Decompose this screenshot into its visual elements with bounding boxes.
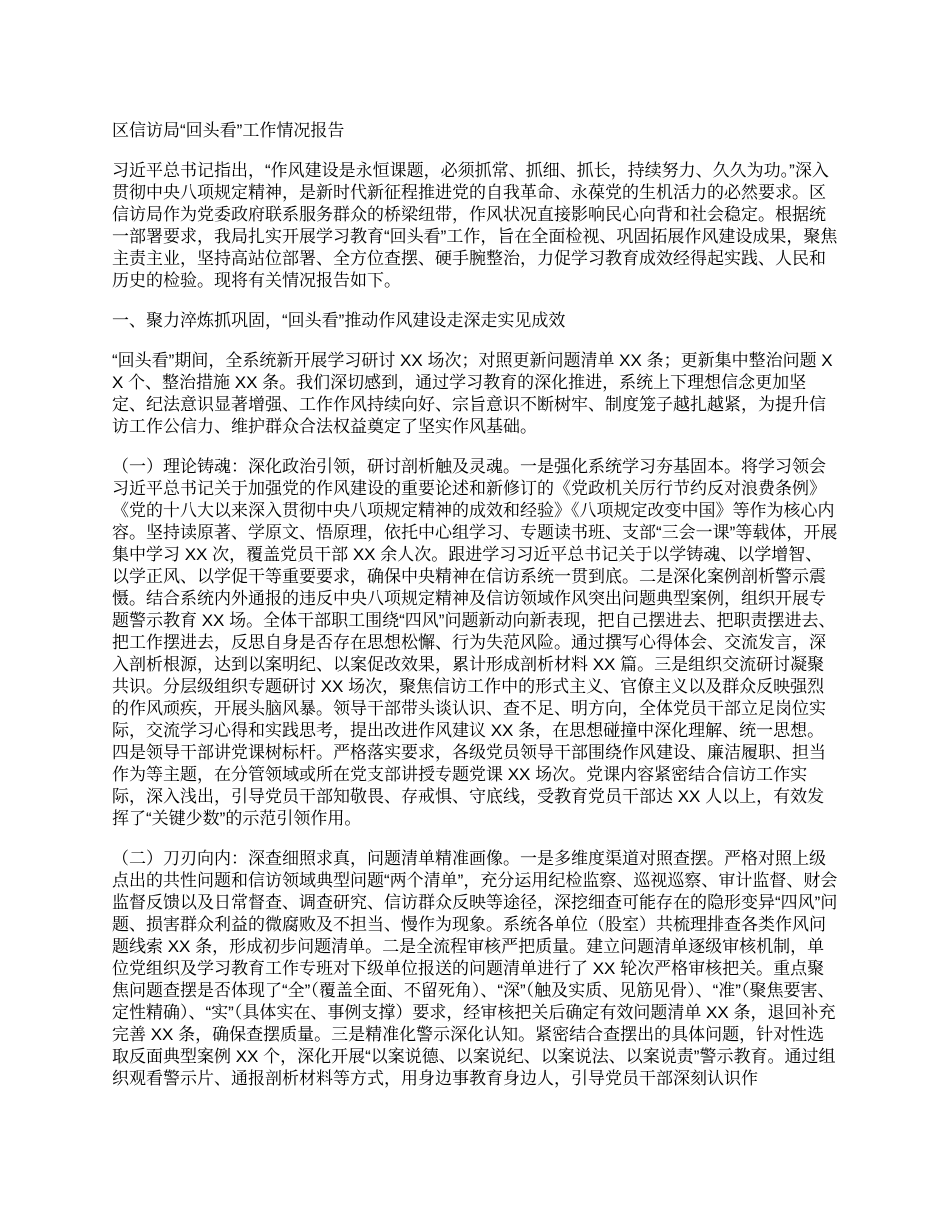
subsection-1-paragraph: （一）理论铸魂：深化政治引领，研讨剖析触及灵魂。一是强化系统学习夯基固本。将学习领会习近平总书记关于加强党的作风建设的重要论述和新修订的《党政机关厉行节约反对浪费条例》《党的十八大以来深入贯彻中央八项规定精神的成效和经验》《八项规定改变中国》等作为核心内容。坚持读原著、学原文、悟原理，依托中心组学习、专题读书班、支部“三会一课”等载体，开展集中学习 XX 次，覆盖党员干部 XX 余人次。跟进学习习近平总书记关于以学铸魂、以学增智、以学正风、以学促干等重要要求，确保中央精神在信访系统一贯到底。二是深化案例剖析警示震慑。结合系统内外通报的违反中央八项规定精神及信访领域作风突出问题典型案例，组织开展专题警示教育 XX 场。全体干部职工围绕“四风”问题新动向新表现，把自己摆进去、把职责摆进去、把工作摆进去，反思自身是否存在思想松懈、行为失范风险。通过撰写心得体会、交流发言，深入剖析根源，达到以案明纪、以案促改效果，累计形成剖析材料 XX 篇。三是组织交流研讨凝聚共识。分层级组织专题研讨 XX 场次，聚焦信访工作中的形式主义、官僚主义以及群众反映强烈的作风顽疾，开展头脑风暴。领导干部带头谈认识、查不足、明方向，全体党员干部立足岗位实际，交流学习心得和实践思考，提出改进作风建议 XX 条，在思想碰撞中深化理解、统一思想。四是领导干部讲党课树标杆。严格落实要求，各级党员领导干部围绕作风建设、廉洁履职、担当作为等主题，在分管领域或所在党支部讲授专题党课 XX 场次。党课内容紧密结合信访工作实际，深入浅出，引导党员干部知敬畏、存戒惧、守底线，受教育党员干部达 XX 人以上，有效发挥了“关键少数”的示范引领作用。 xyxy=(112,457,838,828)
section-1-summary-paragraph: “回头看”期间，全系统新开展学习研讨 XX 场次；对照更新问题清单 XX 条；更新集中整治问题 XX 个、整治措施 XX 条。我们深切感到，通过学习教育的深化推进，系统上下理想信念更加坚定、纪法意识显著增强、工作作风持续向好、宗旨意识不断树牢、制度笼子越扎越紧，为提升信访工作公信力、维护群众合法权益奠定了坚实作风基础。 xyxy=(112,351,833,436)
subsection-2-paragraph: （二）刀刃向内：深查细照求真，问题清单精准画像。一是多维度渠道对照查摆。严格对照上级点出的共性问题和信访领域典型问题“两个清单”，充分运用纪检监察、巡视巡察、审计监督、财会监督反馈以及日常督查、调查研究、信访群众反映等途径，深挖细查可能存在的隐形变异“四风”问题、损害群众利益的微腐败及不担当、慢作为现象。系统各单位（股室）共梳理排查各类作风问题线索 XX 条，形成初步问题清单。二是全流程审核严把质量。建立问题清单逐级审核机制，单位党组织及学习教育工作专班对下级单位报送的问题清单进行了 XX 轮次严格审核把关。重点聚焦问题查摆是否体现了“全”（覆盖全面、不留死角）、“深”（触及实质、见筋见骨）、“准”（聚焦要害、定性精确）、“实”（具体实在、事例支撑）要求，经审核把关后确定有效问题清单 XX 条，退回补充完善 XX 条，确保查摆质量。三是精准化警示深化认知。紧密结合查摆出的具体问题，针对性选取反面典型案例 XX 个，深化开展“以案说德、以案说纪、以案说法、以案说责”警示教育。通过组织观看警示片、通报剖析材料等方式，用身边事教育身边人，引导党员干部深刻认识作 xyxy=(112,849,838,1088)
section-1-heading: 一、聚力淬炼抓巩固，“回头看”推动作风建设走深走实见成效 xyxy=(112,311,566,330)
document-title: 区信访局“回头看”工作情况报告 xyxy=(112,121,345,140)
intro-paragraph: 习近平总书记指出，“作风建设是永恒课题，必须抓常、抓细、抓长，持续努力、久久为功。”深入贯彻中央八项规定精神，是新时代新征程推进党的自我革命、永葆党的生机活力的必然要求。区信访局作为党委政府联系服务群众的桥梁纽带，作风状况直接影响民心向背和社会稳定。根据统一部署要求，我局扎实开展学习教育“回头看”工作，旨在全面检视、巩固拓展作风建设成果，聚焦主责主业，坚持高站位部署、全方位查摆、硬手腕整治，力促学习教育成效经得起实践、人民和历史的检验。现将有关情况报告如下。 xyxy=(112,161,838,290)
